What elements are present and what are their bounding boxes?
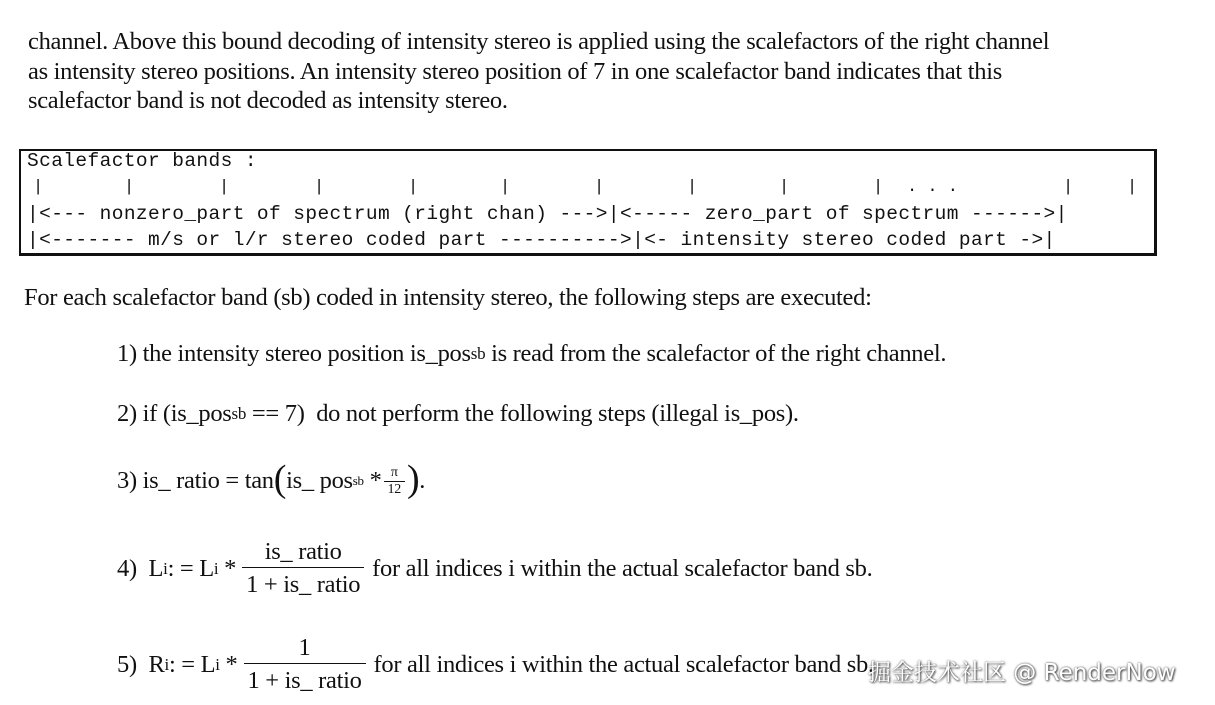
tick-mark: | — [219, 178, 230, 197]
fraction-numerator: is_ ratio — [264, 538, 342, 565]
paragraph-line: as intensity stereo positions. An intensity stereo position of 7 in one scalefactor band indicates that this — [28, 57, 1002, 85]
tick-mark: | — [1127, 178, 1138, 197]
step-text: the intensity stereo position is_pos — [142, 340, 471, 367]
ratio-fraction — [242, 538, 364, 599]
tick-mark: | — [408, 178, 419, 197]
assign-sign: : = L — [167, 554, 214, 582]
close-paren: ) — [406, 458, 420, 500]
paragraph-line: channel. Above this bound decoding of intensity stereo is applied using the scalefactors of the right channel — [28, 28, 1050, 55]
steps-intro: For each scalefactor band (sb) coded in intensity stereo, the following steps are executed: — [24, 284, 872, 311]
step-number: 1) — [117, 340, 137, 367]
open-paren: ( — [273, 458, 287, 500]
fraction-denominator: 1 + is_ ratio — [242, 567, 364, 599]
diagram-line-ms: |<------- m/s or l/r stereo coded part ---------->|<- intensity stereo coded part ->| — [27, 229, 1056, 251]
subscript: sb — [352, 473, 364, 488]
step-text: is read from the scalefactor of the right channel. — [485, 340, 947, 367]
subscript: i — [215, 654, 220, 674]
step-5 — [117, 634, 874, 695]
tick-mark: | — [33, 178, 44, 197]
tick-mark: | — [124, 178, 135, 197]
step-4 — [117, 538, 872, 599]
times-sign: * — [363, 467, 382, 494]
tick-mark: | — [779, 178, 790, 197]
paragraph-line: scalefactor band is not decoded as intensity stereo. — [28, 87, 508, 114]
step-text: for all indices i within the actual scalefactor band sb. — [373, 650, 874, 678]
subscript: i — [213, 558, 219, 578]
step-number: 5) — [117, 650, 137, 678]
subscript: sb — [231, 404, 247, 423]
fraction-numerator: π — [390, 464, 398, 480]
diagram-line-nonzero: |<--- nonzero_part of spectrum (right chan) --->|<----- zero_part of spectrum ------>| — [27, 203, 1068, 225]
step-1 — [117, 340, 946, 368]
pi-over-12-fraction — [384, 465, 405, 498]
times-sign: * — [218, 554, 237, 582]
times-sign: * — [219, 650, 238, 678]
step-text: == 7) do not perform the following steps (illegal is_pos). — [246, 400, 799, 427]
formula-lhs: is_ ratio = tan — [142, 467, 274, 494]
step-number: 3) — [117, 467, 137, 494]
formula-arg: is_ pos — [286, 467, 353, 494]
step-text: if (is_pos — [142, 400, 232, 427]
fraction-denominator: 1 + is_ ratio — [244, 663, 366, 695]
formula-lhs: R — [148, 650, 165, 678]
fraction-numerator: 1 — [298, 634, 311, 661]
subscript: sb — [470, 344, 486, 363]
tick-mark: | — [594, 178, 605, 197]
step-number: 4) — [117, 554, 137, 582]
watermark: 掘金技术社区 @ RenderNow — [868, 660, 1176, 686]
tick-mark: | — [687, 178, 698, 197]
subscript: i — [163, 558, 168, 578]
tick-mark: | — [500, 178, 511, 197]
diagram-tick-row — [27, 178, 1137, 200]
tick-ellipsis: . . . — [907, 178, 959, 197]
tick-mark: | — [1063, 178, 1074, 197]
tick-mark: | — [314, 178, 325, 197]
step-number: 2) — [117, 400, 137, 427]
step-3 — [117, 458, 426, 500]
ratio-fraction — [244, 634, 366, 695]
step-text: for all indices i within the actual scalefactor band sb. — [372, 554, 873, 582]
diagram-header: Scalefactor bands : — [27, 150, 257, 172]
fraction-denominator: 12 — [384, 481, 405, 498]
formula-lhs: L — [148, 554, 164, 582]
step-2 — [117, 400, 799, 428]
period: . — [419, 467, 426, 494]
intro-paragraph — [28, 27, 1188, 116]
subscript: i — [164, 654, 169, 674]
tick-mark: | — [873, 178, 884, 197]
assign-sign: : = L — [168, 650, 216, 678]
